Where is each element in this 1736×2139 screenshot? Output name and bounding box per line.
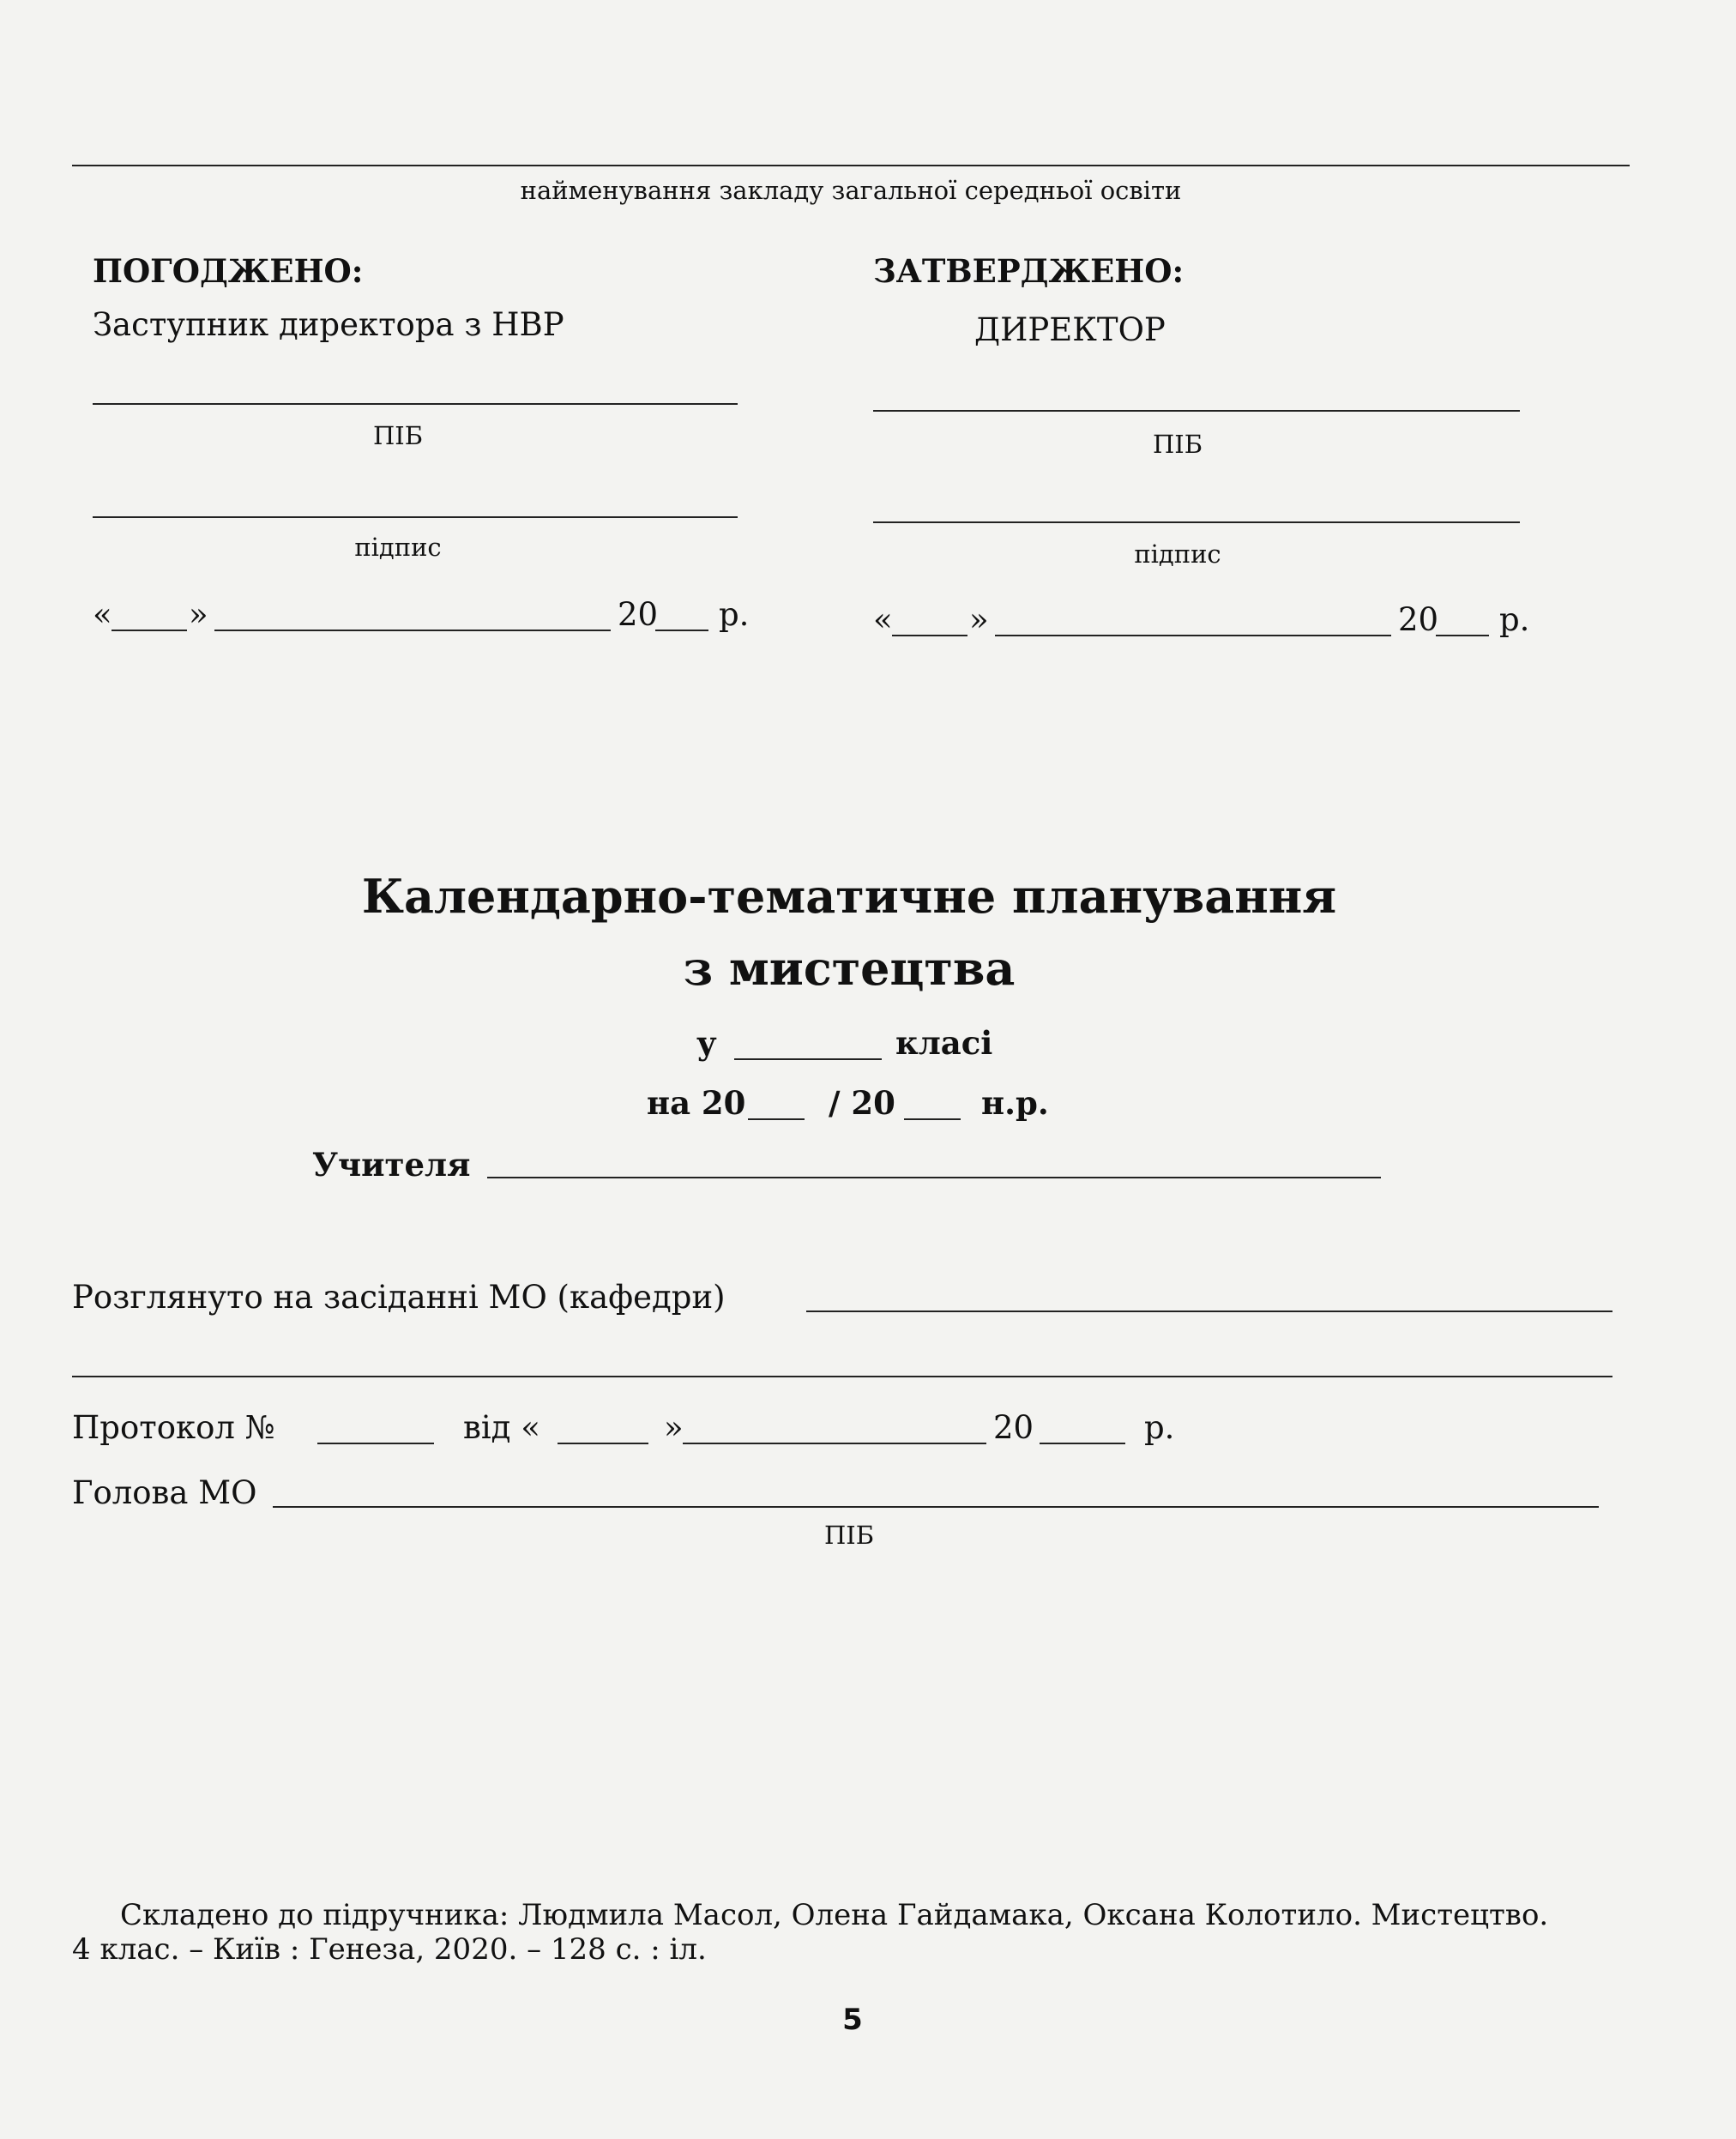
date-month-line	[995, 635, 1391, 636]
approval-left-name-caption: ПІБ	[372, 421, 424, 450]
approval-left-role: Заступник директора з НВР	[93, 306, 564, 343]
protocol-year-suffix: р.	[1144, 1409, 1175, 1446]
institution-line	[72, 165, 1630, 166]
protocol-year-line	[1040, 1443, 1125, 1444]
academic-year-prefix: на 20	[647, 1084, 746, 1122]
date-month-line	[214, 630, 611, 631]
protocol-day-line	[558, 1443, 648, 1444]
academic-year-suffix: н.р.	[981, 1084, 1049, 1122]
reviewed-line-2	[72, 1376, 1612, 1377]
date-day-line	[892, 635, 967, 636]
approval-right-signature-caption: підпис	[1134, 539, 1221, 569]
approval-left-name-line	[93, 403, 738, 405]
head-line	[273, 1506, 1599, 1508]
date-year-line	[655, 630, 708, 631]
approval-right-date-row	[873, 601, 1551, 642]
teacher-line	[487, 1177, 1381, 1178]
class-suffix: класі	[895, 1024, 993, 1062]
protocol-from-label: від «	[463, 1409, 540, 1446]
institution-caption: найменування закладу загальної середньої освіти	[520, 176, 1182, 205]
footer-note-line1: Складено до підручника: Людмила Масол, Олена Гайдамака, Оксана Колотило. Мистецтво.	[120, 1898, 1549, 1932]
head-label: Голова МО	[72, 1474, 257, 1511]
head-caption: ПІБ	[823, 1521, 875, 1550]
page-number: 5	[842, 2003, 863, 2037]
reviewed-line	[806, 1311, 1612, 1312]
reviewed-label: Розглянуто на засіданні МО (кафедри)	[72, 1279, 726, 1316]
date-open-quote: «	[93, 596, 112, 633]
approval-left-date-row	[93, 596, 770, 636]
approval-right-heading: ЗАТВЕРДЖЕНО:	[873, 252, 1184, 290]
approval-left-signature-line	[93, 516, 738, 518]
protocol-close-quote: »	[664, 1409, 684, 1446]
date-year-suffix: р.	[1499, 601, 1530, 638]
academic-year-line-2	[904, 1118, 961, 1120]
approval-right-signature-line	[873, 521, 1520, 523]
date-close-quote: »	[969, 601, 989, 638]
footer-note-line2: 4 клас. – Київ : Генеза, 2020. – 128 с. : іл.	[72, 1932, 707, 1967]
plan-title-line2: з мистецтва	[683, 941, 1016, 996]
date-year-line	[1436, 635, 1489, 636]
date-year-suffix: р.	[719, 596, 750, 633]
academic-year-middle: / 20	[829, 1084, 895, 1122]
academic-year-row	[647, 1084, 1058, 1125]
plan-title-line1: Календарно-тематичне планування	[361, 869, 1337, 924]
date-open-quote: «	[873, 601, 893, 638]
protocol-number-line	[317, 1443, 434, 1444]
protocol-year-prefix: 20	[993, 1409, 1034, 1446]
approval-right-name-line	[873, 410, 1520, 412]
date-year-prefix: 20	[618, 596, 659, 633]
date-year-prefix: 20	[1398, 601, 1439, 638]
class-line	[734, 1058, 882, 1060]
academic-year-line-1	[748, 1118, 805, 1120]
date-close-quote: »	[189, 596, 208, 633]
approval-right-name-caption: ПІБ	[1152, 430, 1203, 459]
approval-left-signature-caption: підпис	[354, 533, 442, 562]
protocol-month-line	[683, 1443, 986, 1444]
protocol-row	[72, 1409, 1187, 1449]
approval-left-heading: ПОГОДЖЕНО:	[93, 252, 364, 290]
class-prefix: у	[696, 1024, 717, 1062]
teacher-label: Учителя	[312, 1146, 471, 1184]
date-day-line	[112, 630, 187, 631]
approval-right-role: ДИРЕКТОР	[974, 311, 1166, 348]
protocol-label: Протокол №	[72, 1409, 275, 1446]
class-row	[696, 1024, 1022, 1065]
